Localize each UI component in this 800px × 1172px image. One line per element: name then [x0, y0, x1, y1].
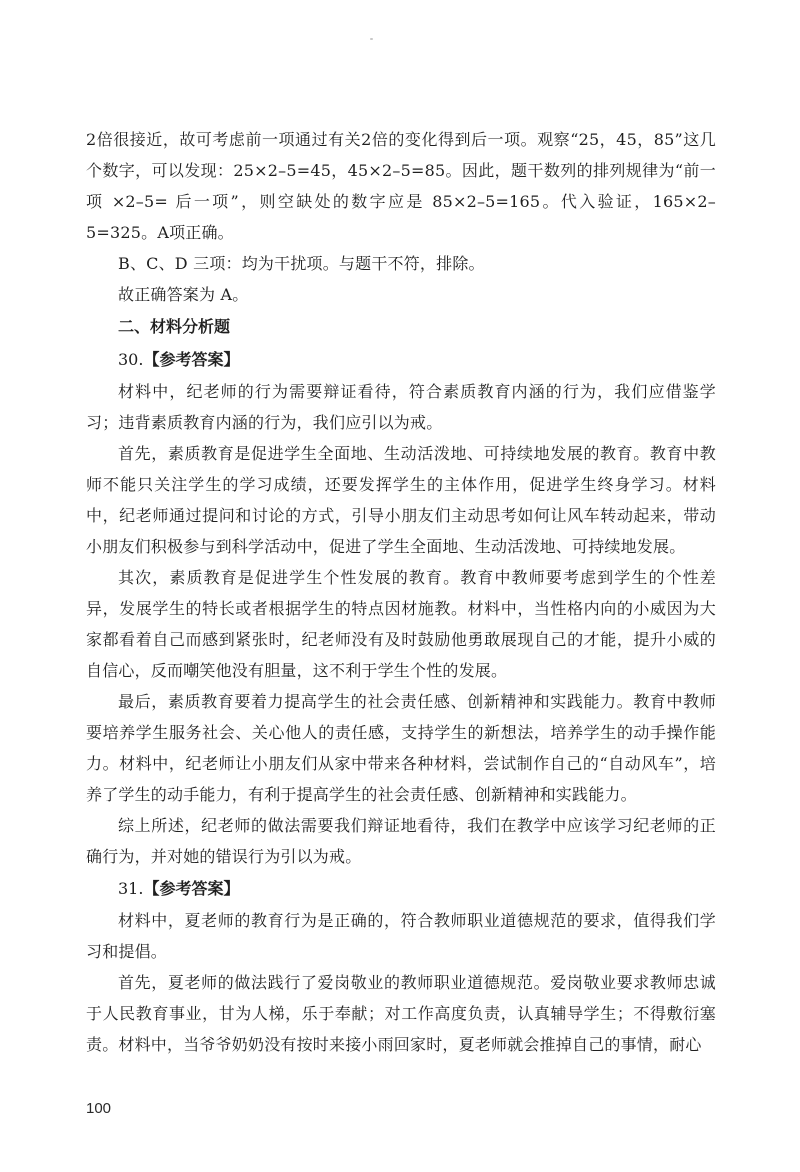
- section-heading: 二、材料分析题: [118, 317, 231, 336]
- q30-heading: [86, 343, 716, 376]
- paragraph-continuation: 2倍很接近，故可考虑前一项通过有关2倍的变化得到后一项。观察“25，45，85”这几个数字，可以发现：25×2–5=45，45×2–5=85。因此，题干数列的排列规律为“前一项 ×2–5= 后一项”，则空缺处的数字应是 85×2–5=165。代入验证，165×2–5=325。A项正确。: [86, 130, 716, 242]
- q31-paragraph: 首先，夏老师的做法践行了爱岗敬业的教师职业道德规范。爱岗敬业要求教师忠诚于人民教育事业，甘为人梯，乐于奉献；对工作高度负责，认真辅导学生；不得敷衍塞责。材料中，当爷爷奶奶没有按时来接小雨回家时，夏老师就会推掉自己的事情，耐心: [86, 973, 716, 1054]
- q31-label: 【参考答案】: [143, 879, 240, 898]
- paragraph-distractors: B、C、D 三项：均为干扰项。与题干不符，排除。: [118, 254, 485, 273]
- q31-heading: [86, 872, 716, 905]
- body-text: [86, 124, 716, 1060]
- q31-paragraph: 材料中，夏老师的教育行为是正确的，符合教师职业道德规范的要求，值得我们学习和提倡。: [86, 911, 716, 961]
- q30-paragraph: 材料中，纪老师的行为需要辩证看待，符合素质教育内涵的行为，我们应借鉴学习；违背素质教育内涵的行为，我们应引以为戒。: [86, 382, 716, 432]
- q30-paragraph: 综上所述，纪老师的做法需要我们辩证地看待，我们在教学中应该学习纪老师的正确行为，并对她的错误行为引以为戒。: [86, 816, 716, 866]
- q30-paragraph: 其次，素质教育是促进学生个性发展的教育。教育中教师要考虑到学生的个性差异，发展学生的特长或者根据学生的特点因材施教。材料中，当性格内向的小威因为大家都看着自己而感到紧张时，纪老师没有及时鼓励他勇敢展现自己的才能，提升小威的自信心，反而嘲笑他没有胆量，这不利于学生个性的发展。: [86, 568, 716, 680]
- scan-artifact: [370, 38, 373, 40]
- q30-number: 30.: [118, 350, 144, 369]
- q31-number: 31.: [118, 879, 144, 898]
- q30-label: 【参考答案】: [143, 350, 240, 369]
- q30-paragraph: 最后，素质教育要着力提高学生的社会责任感、创新精神和实践能力。教育中教师要培养学生服务社会、关心他人的责任感，支持学生的新想法，培养学生的动手操作能力。材料中，纪老师让小朋友们从家中带来各种材料，尝试制作自己的“自动风车”，培养了学生的动手能力，有利于提高学生的社会责任感、创新精神和实践能力。: [86, 692, 716, 804]
- q30-paragraph: 首先，素质教育是促进学生全面地、生动活泼地、可持续地发展的教育。教育中教师不能只关注学生的学习成绩，还要发挥学生的主体作用，促进学生终身学习。材料中，纪老师通过提问和讨论的方式，引导小朋友们主动思考如何让风车转动起来，带动小朋友们积极参与到科学活动中，促进了学生全面地、生动活泼地、可持续地发展。: [86, 444, 716, 556]
- paragraph-conclusion: 故正确答案为 A。: [118, 285, 249, 304]
- page-number: 100: [86, 1100, 112, 1117]
